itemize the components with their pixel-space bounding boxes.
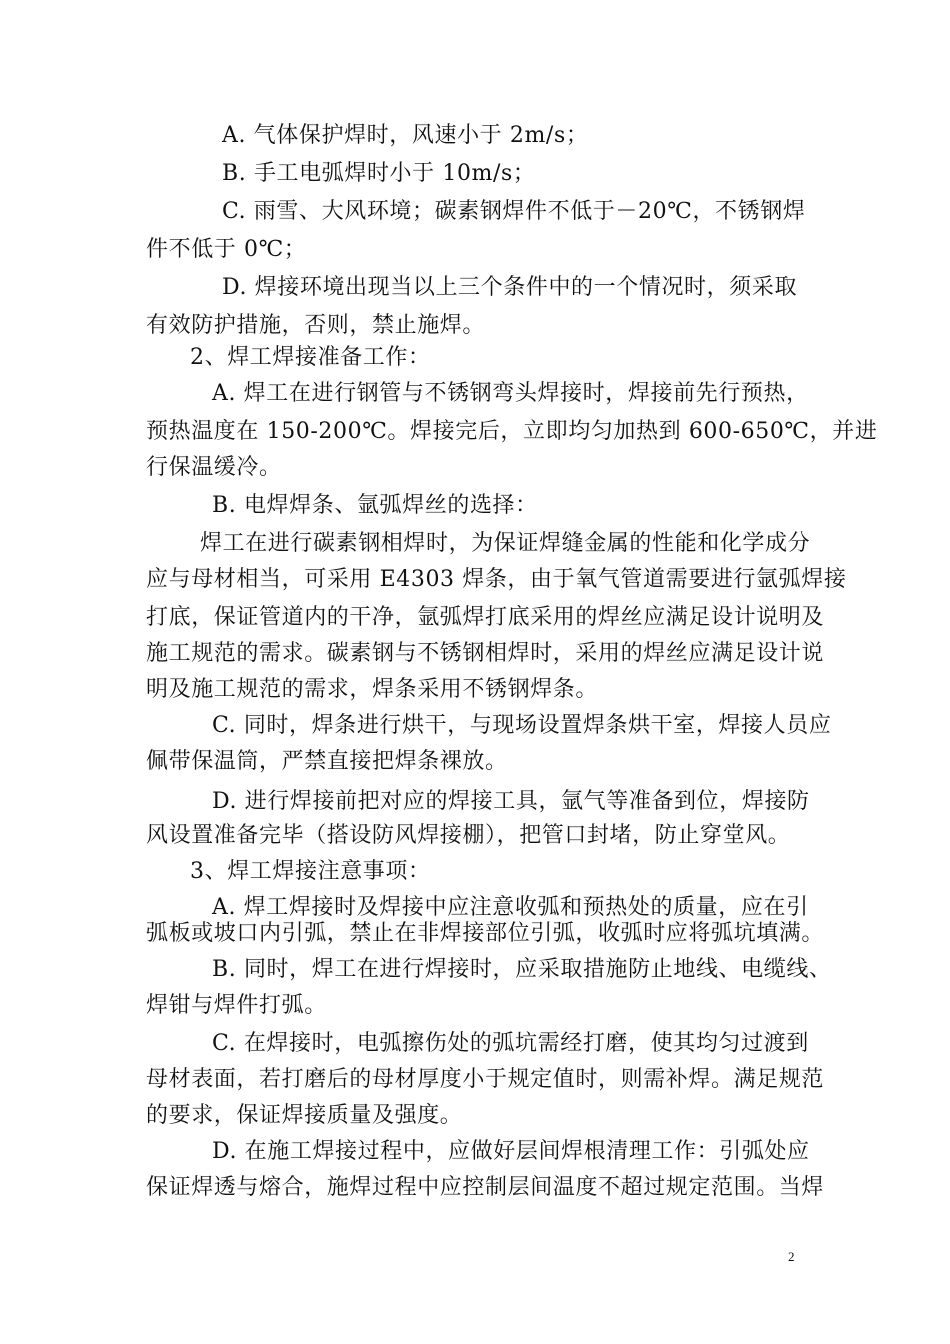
text-line: 的要求，保证焊接质量及强度。: [146, 1103, 463, 1128]
text-line: A. 气体保护焊时，风速小于 2m/s；: [222, 123, 589, 148]
text-line: 明及施工规范的需求，焊条采用不锈钢焊条。: [146, 677, 599, 702]
text-line: C. 在焊接时，电弧擦伤处的弧坑需经打磨，使其均匀过渡到: [212, 1031, 809, 1056]
text-line: C. 同时，焊条进行烘干，与现场设置焊条烘干室，焊接人员应: [212, 713, 832, 738]
text-line: 应与母材相当，可采用 E4303 焊条，由于氧气管道需要进行氩弧焊接: [146, 567, 847, 592]
text-line: 佩带保温筒，严禁直接把焊条裸放。: [146, 749, 508, 774]
text-line: B. 同时，焊工在进行焊接时，应采取措施防止地线、电缆线、: [212, 957, 832, 982]
text-line: 施工规范的需求。碳素钢与不锈钢相焊时，采用的焊丝应满足设计说: [146, 641, 825, 666]
text-line: D. 在施工焊接过程中，应做好层间焊根清理工作：引弧处应: [212, 1139, 810, 1164]
text-line: A. 焊工焊接时及焊接中应注意收弧和预热处的质量，应在引: [212, 895, 809, 920]
text-line: 风设置准备完毕（搭设防风焊接棚），把管口封堵，防止穿堂风。: [146, 823, 791, 848]
text-line: 保证焊透与熔合，施焊过程中应控制层间温度不超过规定范围。当焊: [146, 1175, 825, 1200]
text-line: 件不低于 0℃；: [146, 237, 307, 262]
text-line: 母材表面，若打磨后的母材厚度小于规定值时，则需补焊。满足规范: [146, 1067, 825, 1092]
text-line: 预热温度在 150-200℃。焊接完后，立即均匀加热到 600-650℃，并进: [146, 419, 878, 444]
section-heading: 2、焊工焊接准备工作：: [190, 345, 431, 370]
text-line: 有效防护措施，否则，禁止施焊。: [146, 313, 486, 338]
page-number: 2: [788, 1249, 795, 1264]
text-line: A. 焊工在进行钢管与不锈钢弯头焊接时，焊接前先行预热，: [212, 381, 809, 406]
text-line: 弧板或坡口内引弧，禁止在非焊接部位引弧，收弧时应将弧坑填满。: [146, 921, 825, 946]
text-line: D. 焊接环境出现当以上三个条件中的一个情况时，须采取: [222, 275, 798, 300]
text-line: 打底，保证管道内的干净，氩弧焊打底采用的焊丝应满足设计说明及: [146, 605, 825, 630]
text-line: 行保温缓冷。: [146, 455, 282, 480]
text-line: D. 进行焊接前把对应的焊接工具，氩气等准备到位，焊接防: [212, 789, 810, 814]
text-line: B. 手工电弧焊时小于 10m/s；: [222, 161, 536, 186]
text-line: 焊钳与焊件打弧。: [146, 993, 327, 1018]
text-line: 焊工在进行碳素钢相焊时，为保证焊缝金属的性能和化学成分: [200, 531, 811, 556]
text-line: C. 雨雪、大风环境；碳素钢焊件不低于－20℃，不锈钢焊: [222, 199, 806, 224]
section-heading: 3、焊工焊接注意事项：: [190, 859, 431, 884]
text-line: B. 电焊焊条、氩弧焊丝的选择：: [212, 493, 538, 518]
